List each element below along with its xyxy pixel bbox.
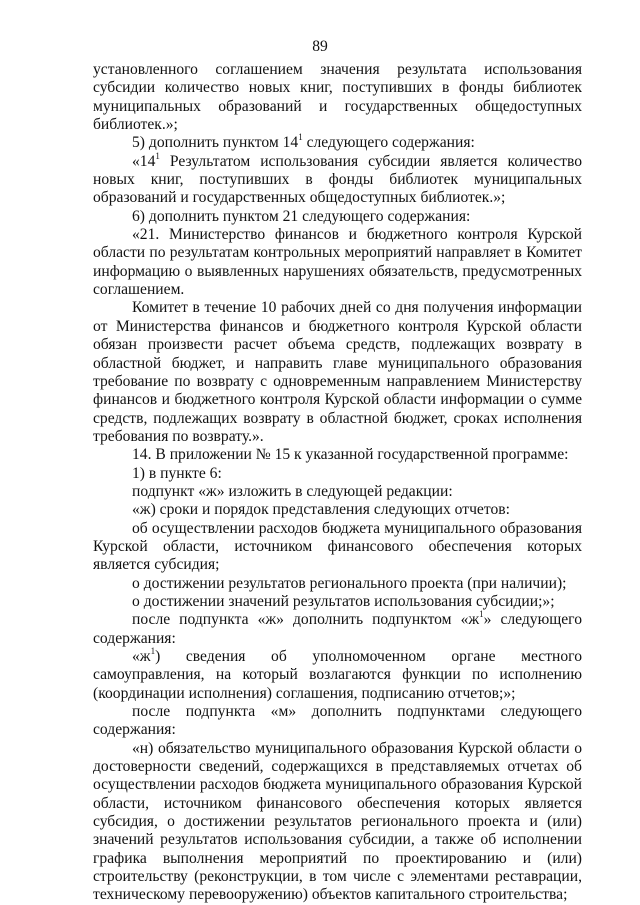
paragraph: о достижении результатов регионального проекта (при наличии); [132, 574, 567, 592]
paragraph: «ж) сроки и порядок представления следующих отчетов: [132, 501, 510, 519]
paragraph: 6) дополнить пунктом 21 следующего содержания: [132, 207, 471, 225]
page-number: 89 [312, 38, 328, 55]
paragraph: «$14^1$ Результатом использования субсидии является количество новых книг, поступивших в фонды библиотек муниципальных образований и государственных общедоступных библиотек.»; [93, 150, 582, 207]
paragraph: Комитет в течение 10 рабочих дней со дня получения информации от Министерства финансов и бюджетного контроля Курской области обязан произвести расчет объема средств, подлежащих возврату в областной бюджет, и направить главе муниципального образования требование по возврату с одновременным направлением Министерству финансов и бюджетного контроля Курской области информации о сумме средств, подлежащих возврату в областной бюджет, сроках исполнения требования по возврату.». [93, 299, 582, 445]
paragraph: об осуществлении расходов бюджета муниципального образования Курской области, источником финансового обеспечения которых является субсидия; [93, 519, 582, 574]
paragraph: о достижении значений результатов использования субсидии;»; [132, 592, 555, 610]
paragraph: 1) в пункте 6: [132, 464, 222, 482]
paragraph: «н) обязательство муниципального образования Курской области о достоверности сведений, содержащихся в представляемых отчетах об осуществлении расходов бюджета муниципального образования Курской области, источником финансового обеспечения которых является субсидия, о достижении результатов регионального проекта и (или) значений результатов использования субсидии, а также об исполнении графика выполнения мероприятий по проектированию и (или) строительству (реконструкции, в том числе с элементами реставрации, техническому перевооружению) объектов капитального строительства; [93, 739, 582, 904]
paragraph: 14. В приложении № 15 к указанной государственной программе: [132, 446, 569, 464]
paragraph: после подпункта «м» дополнить подпунктами следующего содержания: [93, 703, 582, 739]
paragraph: после подпункта «ж» дополнить подпунктом «$ж^1$» следующего содержания: [93, 609, 582, 647]
paragraph: 5) дополнить пунктом $14^1$ следующего содержания: [132, 132, 475, 152]
paragraph: установленного соглашением значения результата использования субсидии количество новых книг, поступивших в фонды библиотек муниципальных образований и государственных общедоступных библиотек.»; [93, 61, 582, 134]
document-body [93, 61, 582, 905]
paragraph: «$ж^1$) сведения об уполномоченном органе местного самоуправления, на который возлагаются функции по исполнению (координации исполнения) соглашения, подписанию отчетов;»; [93, 645, 582, 702]
paragraph: «21. Министерство финансов и бюджетного контроля Курской области по результатам контрольных мероприятий направляет в Комитет информацию о выявленных нарушениях обязательств, предусмотренных соглашением. [93, 226, 582, 299]
paragraph: подпункт «ж» изложить в следующей редакции: [132, 482, 453, 500]
